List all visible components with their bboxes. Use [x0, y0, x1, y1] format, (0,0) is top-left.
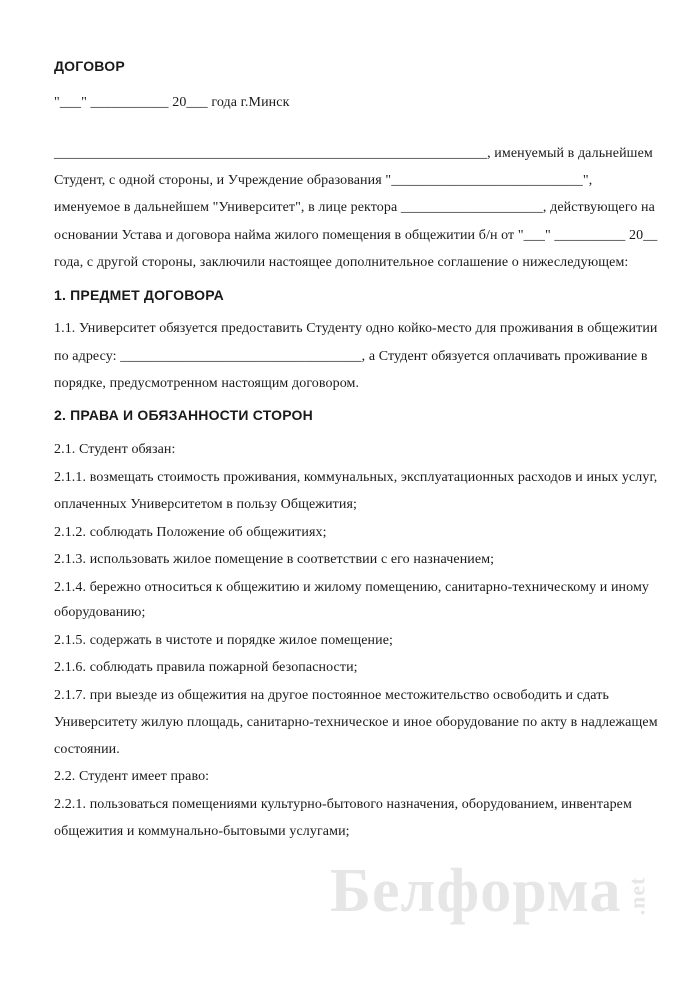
preamble-line: _____________________________________________________________, именуемый в дальнейшем [54, 146, 653, 161]
paragraph-line: 2.1.7. при выезде из общежития на другое постоянное местожительство освободить и сдать [54, 688, 609, 703]
watermark-text: Белформа [330, 857, 622, 925]
paragraph-line: по адресу: __________________________________, а Студент обязуется оплачивать проживание в [54, 349, 648, 364]
paragraph-line: состоянии. [54, 742, 120, 757]
paragraph-line: общежития и коммунально-бытовыми услугами; [54, 824, 350, 839]
paragraph-line: оплаченных Университетом в пользу Общежития; [54, 497, 358, 512]
paragraph-line: 2.2.1. пользоваться помещениями культурно-бытового назначения, оборудованием, инвентарем [54, 797, 632, 812]
paragraph-line: оборудованию; [54, 605, 146, 620]
paragraph-line: 2.1.6. соблюдать правила пожарной безопасности; [54, 660, 358, 675]
paragraph-line: 2.1.2. соблюдать Положение об общежитиях; [54, 525, 327, 540]
section-heading: 2. ПРАВА И ОБЯЗАННОСТИ СТОРОН [54, 407, 313, 423]
belforma-watermark [330, 856, 660, 927]
preamble-line: года, с другой стороны, заключили настоящее дополнительное соглашение о нижеследующем: [54, 255, 629, 270]
preamble-line: именуемое в дальнейшем "Университет", в лице ректора ____________________, действующего на [54, 200, 655, 215]
paragraph-line: 2.1.3. использовать жилое помещение в соответствии с его назначением; [54, 552, 495, 567]
section-heading: 1. ПРЕДМЕТ ДОГОВОРА [54, 287, 224, 303]
paragraph-line: 2.2. Студент имеет право: [54, 769, 210, 784]
paragraph-line: порядке, предусмотренном настоящим договором. [54, 376, 360, 391]
paragraph-line: 2.1.1. возмещать стоимость проживания, коммунальных, эксплуатационных расходов и иных услуг, [54, 470, 658, 485]
paragraph-line: 2.1.5. содержать в чистоте и порядке жилое помещение; [54, 633, 394, 648]
paragraph-line: 2.1.4. бережно относиться к общежитию и жилому помещению, санитарно-техническому и иному [54, 580, 650, 595]
watermark-tld: .net [623, 876, 649, 916]
paragraph-line: Университету жилую площадь, санитарно-техническое и иное оборудование по акту в надлежащем [54, 715, 658, 730]
paragraph-line: 2.1. Студент обязан: [54, 442, 176, 457]
document-title: ДОГОВОР [54, 58, 125, 74]
preamble-line: основании Устава и договора найма жилого помещения в общежитии б/н от "___" __________ 20__ [54, 228, 658, 243]
paragraph-line: 1.1. Университет обязуется предоставить Студенту одно койко-место для проживания в общежитии [54, 321, 658, 336]
preamble-line: Студент, с одной стороны, и Учреждение образования "___________________________", [54, 173, 593, 188]
date-line: "___" ___________ 20___ года г.Минск [54, 95, 290, 110]
